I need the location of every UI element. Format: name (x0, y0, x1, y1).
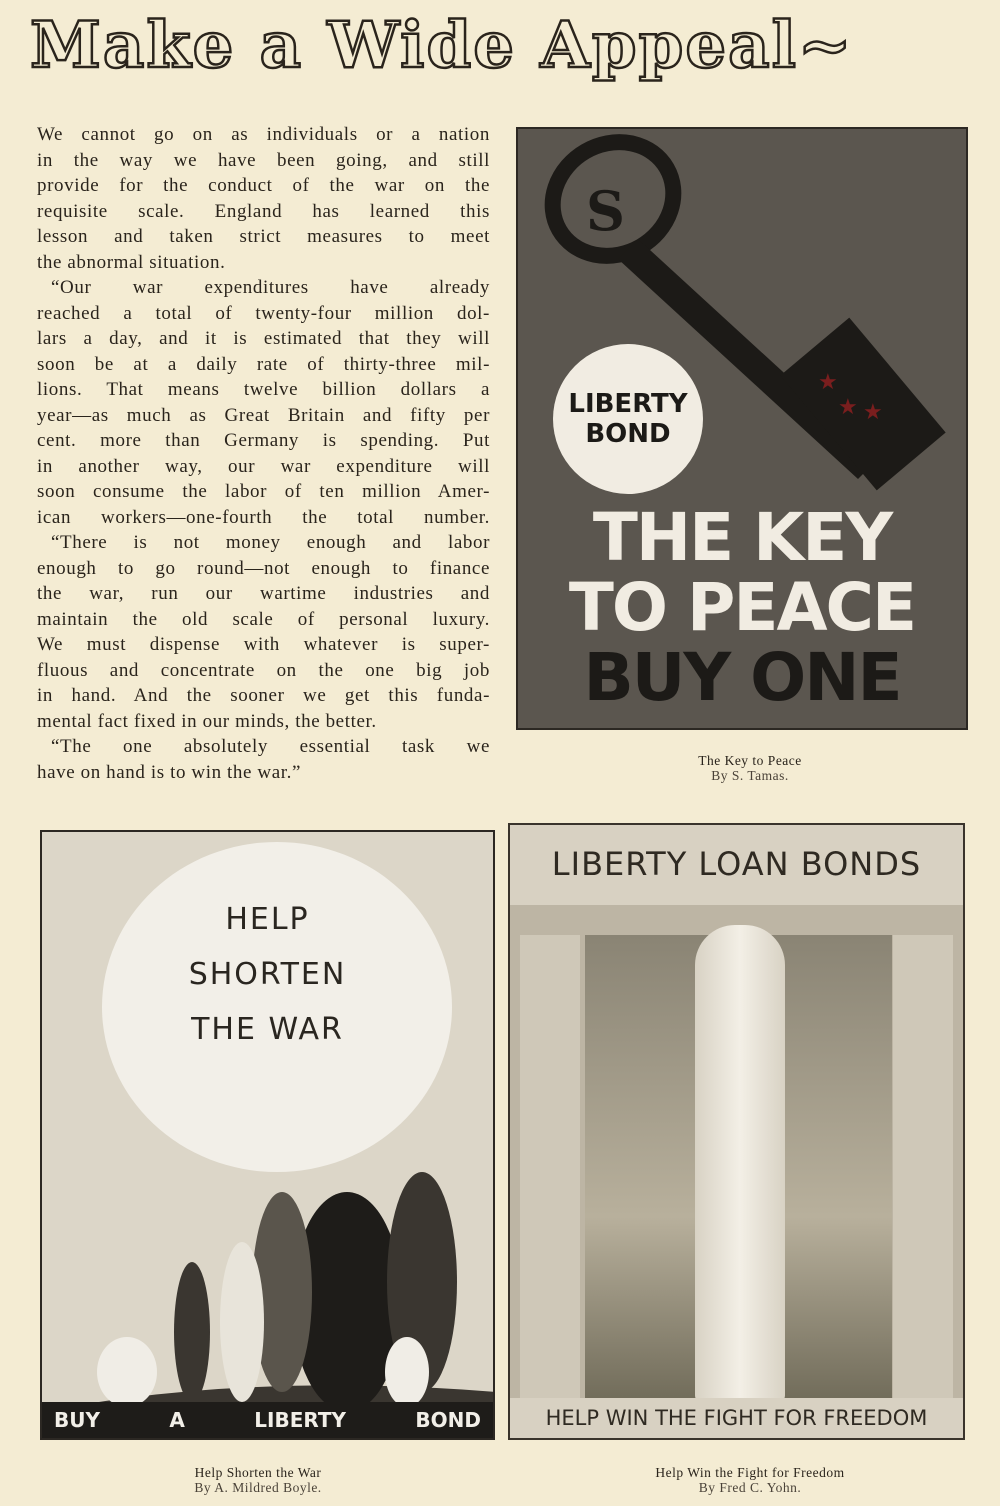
text-line: fluous and concentrate on the one big job (37, 659, 490, 681)
text-line: We cannot go on as individuals or a nation (37, 124, 490, 145)
footer-word: A (169, 1408, 185, 1432)
headline: SHORTEN (188, 957, 347, 992)
column-left (520, 935, 580, 1405)
text-line: lesson and taken strict measures to meet (37, 226, 490, 247)
caption (590, 1465, 910, 1495)
caption-title: Help Win the Fight for Freedom (655, 1465, 845, 1480)
key-letter: S (586, 179, 625, 243)
headline: HELP (225, 902, 310, 937)
text-line: lions. That means twelve billion dollars a (37, 379, 490, 400)
text-line: the abnormal situation. (37, 251, 226, 273)
caption-title: Help Shorten the War (194, 1465, 322, 1480)
text-line: provide for the conduct of the war on the (37, 175, 490, 196)
text-line: cent. more than Germany is spending. Put (37, 430, 490, 451)
headline: TO PEACE (568, 569, 916, 646)
poster-key-to-peace (516, 127, 968, 730)
caption-credit: By S. Tamas. (711, 768, 789, 783)
text-line: requisite scale. England has learned this (37, 200, 490, 222)
tag-line: BOND (585, 419, 671, 449)
text-line: soon consume the labor of ten million Amer- (37, 481, 490, 502)
column-right (893, 935, 953, 1405)
headline: BUY ONE (583, 639, 901, 716)
text-line: the war, run our wartime industries and (37, 583, 490, 604)
text-line: lars a day, and it is estimated that they will (37, 328, 490, 349)
poster-help-shorten-the-war (40, 830, 495, 1440)
text-line: in another way, our war expenditure will (37, 455, 490, 477)
caption-credit: By A. Mildred Boyle. (194, 1480, 322, 1495)
text-line: enough to go round—not enough to finance (37, 557, 490, 579)
text-line: “There is not money enough and labor (51, 532, 490, 553)
figures-illustration (42, 832, 495, 1440)
text-line: mental fact fixed in our minds, the better. (37, 710, 377, 732)
caption (108, 1465, 408, 1495)
text-line: ican workers—one-fourth the total number. (37, 506, 490, 528)
poster-footer: HELP WIN THE FIGHT FOR FREEDOM (510, 1398, 963, 1438)
liberty-bond-tag (553, 344, 703, 494)
text-line: soon be at a daily rate of thirty-three mil- (37, 353, 490, 375)
caption (600, 753, 900, 783)
tag-line: LIBERTY (568, 389, 688, 419)
text-line: year—as much as Great Britain and fifty per (37, 404, 490, 426)
text-line: We must dispense with whatever is super- (37, 634, 490, 655)
text-line: in the way we have been going, and still (37, 149, 490, 171)
text-line: “Our war expenditures have already (51, 277, 490, 298)
text-line: maintain the old scale of personal luxury. (37, 608, 490, 630)
text-line: in hand. And the sooner we get this funda- (37, 685, 490, 706)
caption-title: The Key to Peace (698, 753, 802, 768)
article-body (37, 122, 490, 785)
footer-word: LIBERTY (254, 1408, 346, 1432)
liberty-figure (695, 925, 785, 1405)
svg-text:★: ★ (863, 400, 883, 425)
poster-header: LIBERTY LOAN BONDS (510, 825, 963, 905)
text-line: reached a total of twenty-four million dol- (37, 302, 490, 324)
page-title: Make a Wide Appeal~ (30, 8, 854, 83)
svg-text:★: ★ (838, 395, 858, 420)
footer-word: BOND (415, 1408, 481, 1432)
headline: THE WAR (191, 1012, 344, 1047)
poster-footer (42, 1402, 493, 1438)
poster-liberty-loan-bonds (508, 823, 965, 1440)
svg-text:★: ★ (818, 370, 838, 395)
headline: THE KEY (592, 499, 892, 576)
caption-credit: By Fred C. Yohn. (698, 1480, 802, 1495)
text-line: “The one absolutely essential task we (51, 736, 490, 757)
footer-word: BUY (54, 1408, 100, 1432)
text-line: have on hand is to win the war.” (37, 761, 302, 783)
